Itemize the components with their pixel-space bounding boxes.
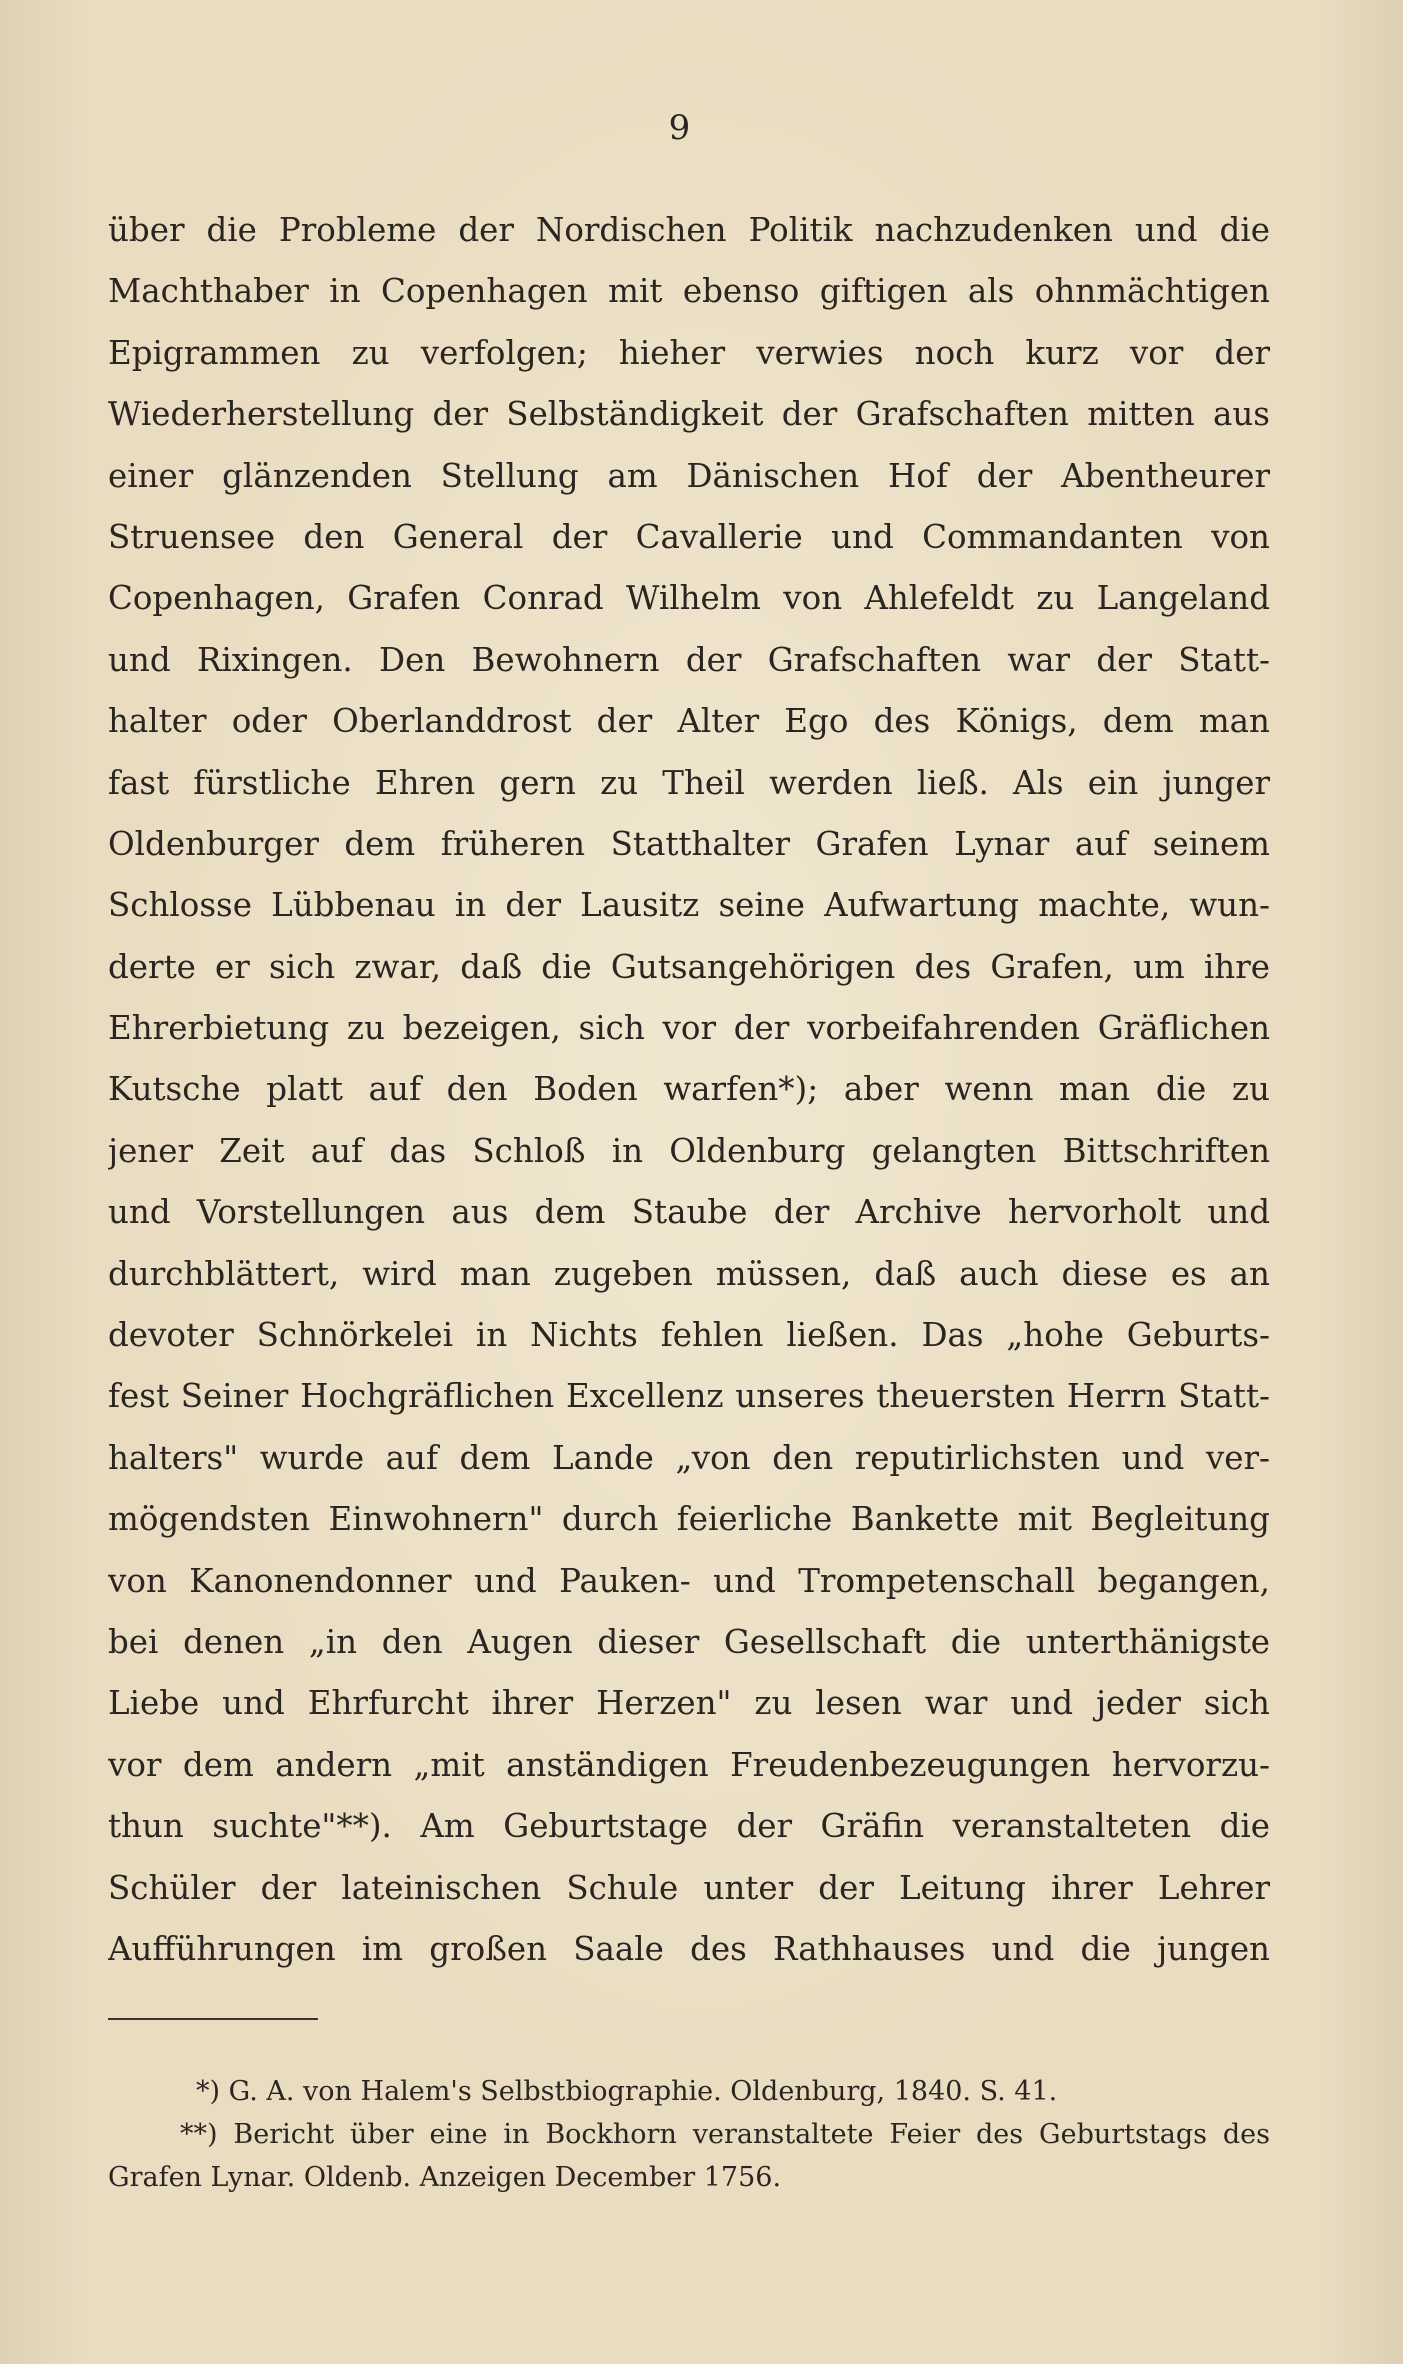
text-line: Kutsche platt auf den Boden warfen*); aber wenn man die zu (108, 1070, 1270, 1109)
text-line: Ehrerbietung zu bezeigen, sich vor der vorbeifahrenden Gräflichen (108, 1009, 1270, 1048)
text-line: Schüler der lateinischen Schule unter der Leitung ihrer Lehrer (108, 1868, 1270, 1907)
text-line: bei denen „in den Augen dieser Gesellschaft die unterthänigste (108, 1622, 1270, 1661)
text-line: durchblättert, wird man zugeben müssen, daß auch diese es an (108, 1254, 1270, 1293)
text-line: von Kanonendonner und Pauken- und Trompetenschall begangen, (108, 1561, 1270, 1600)
text-line: fest Seiner Hochgräflichen Excellenz unseres theuersten Herrn Statt- (108, 1377, 1270, 1416)
text-line: Schlosse Lübbenau in der Lausitz seine Aufwartung machte, wun- (108, 886, 1270, 925)
text-line: fast fürstliche Ehren gern zu Theil werden ließ. Als ein junger (108, 763, 1270, 802)
text-line: Wiederherstellung der Selbständigkeit der Grafschaften mitten aus (108, 395, 1270, 434)
footnotes (108, 2070, 1270, 2199)
text-line: halters" wurde auf dem Lande „von den reputirlichsten und ver- (108, 1438, 1270, 1477)
text-line: devoter Schnörkelei in Nichts fehlen ließen. Das „hohe Geburts- (108, 1316, 1270, 1355)
text-line: Machthaber in Copenhagen mit ebenso giftigen als ohnmächtigen (108, 272, 1270, 311)
text-line: vor dem andern „mit anständigen Freudenbezeugungen hervorzu- (108, 1745, 1270, 1784)
footnote-1: *) G. A. von Halem's Selbstbiographie. Oldenburg, 1840. S. 41. (196, 2076, 1058, 2107)
body-text (108, 200, 1270, 1980)
text-line: Epigrammen zu verfolgen; hieher verwies noch kurz vor der (108, 333, 1270, 372)
footnote-2-continuation: Grafen Lynar. Oldenb. Anzeigen December 1756. (108, 2162, 782, 2193)
text-line: Liebe und Ehrfurcht ihrer Herzen" zu lesen war und jeder sich (108, 1684, 1270, 1723)
text-line: Struensee den General der Cavallerie und Commandanten von (108, 517, 1270, 556)
footnote-divider (108, 2018, 318, 2020)
text-line: und Rixingen. Den Bewohnern der Grafschaften war der Statt- (108, 640, 1270, 679)
text-line: jener Zeit auf das Schloß in Oldenburg gelangten Bittschriften (108, 1131, 1270, 1170)
text-line: thun suchte"**). Am Geburtstage der Gräfin veranstalteten die (108, 1807, 1270, 1846)
text-line: derte er sich zwar, daß die Gutsangehörigen des Grafen, um ihre (108, 947, 1270, 986)
page-number: 9 (668, 108, 692, 148)
footnote-2: **) Bericht über eine in Bockhorn veranstaltete Feier des Geburtstags des (180, 2119, 1270, 2150)
text-line: Aufführungen im großen Saale des Rathhauses und die jungen (108, 1929, 1270, 1968)
text-line: mögendsten Einwohnern" durch feierliche Bankette mit Begleitung (108, 1500, 1270, 1539)
text-line: über die Probleme der Nordischen Politik nachzudenken und die (108, 211, 1270, 249)
text-line: Copenhagen, Grafen Conrad Wilhelm von Ahlefeldt zu Langeland (108, 579, 1270, 618)
text-line: Oldenburger dem früheren Statthalter Grafen Lynar auf seinem (108, 824, 1270, 863)
text-line: halter oder Oberlanddrost der Alter Ego des Königs, dem man (108, 702, 1270, 741)
text-line: einer glänzenden Stellung am Dänischen Hof der Abentheurer (108, 456, 1270, 495)
text-line: und Vorstellungen aus dem Staube der Archive hervorholt und (108, 1193, 1270, 1232)
